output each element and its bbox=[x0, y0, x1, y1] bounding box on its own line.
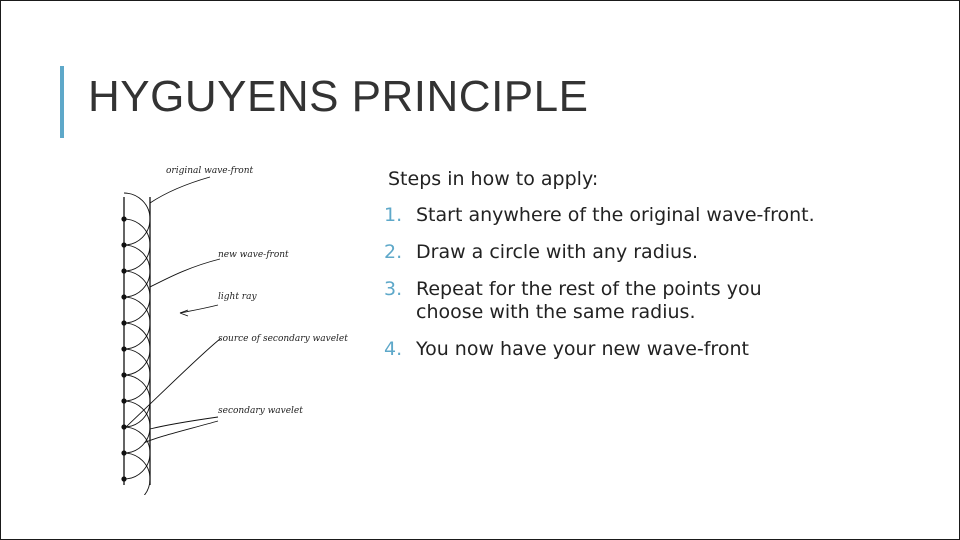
steps-list bbox=[384, 204, 824, 361]
label-secondary-wavelet: secondary wavelet bbox=[218, 406, 303, 416]
slide-title: HYGUYENS PRINCIPLE bbox=[88, 72, 589, 121]
wavelet-source-dot bbox=[121, 372, 126, 377]
step-number: 1. bbox=[384, 204, 403, 226]
step-text: Start anywhere of the original wave-front. bbox=[416, 204, 815, 226]
wavelet-arc bbox=[124, 453, 150, 495]
wavelet-source-dot bbox=[121, 424, 126, 429]
wavelet-source-dot bbox=[121, 450, 126, 455]
wavelet-source-dot bbox=[121, 476, 126, 481]
step-text: You now have your new wave-front bbox=[416, 338, 749, 360]
huygens-diagram bbox=[70, 155, 390, 495]
steps-panel bbox=[384, 166, 824, 375]
step-number: 2. bbox=[384, 241, 403, 263]
step-item bbox=[384, 204, 824, 227]
label-new-wave-front: new wave-front bbox=[218, 250, 289, 260]
wavelet-source-dot bbox=[121, 242, 126, 247]
wavelet-source-dot bbox=[121, 346, 126, 351]
steps-intro: Steps in how to apply: bbox=[388, 168, 599, 190]
step-item bbox=[384, 278, 824, 324]
wavelet-source-dot bbox=[121, 216, 126, 221]
step-item bbox=[384, 338, 824, 361]
secondary-wavelets bbox=[124, 193, 150, 495]
wavelet-source-dot bbox=[121, 294, 126, 299]
wavelet-source-dot bbox=[121, 398, 126, 403]
title-accent-bar bbox=[60, 66, 64, 138]
wavelet-source-dot bbox=[121, 268, 126, 273]
step-text: Draw a circle with any radius. bbox=[416, 241, 699, 263]
label-original-wave-front: original wave-front bbox=[166, 166, 254, 176]
wavelet-source-dot bbox=[121, 320, 126, 325]
label-source-of-secondary-wavelet: source of secondary wavelet bbox=[218, 334, 348, 344]
step-text: Repeat for the rest of the points you choose with the same radius. bbox=[416, 278, 762, 323]
step-item bbox=[384, 241, 824, 264]
label-pointers bbox=[126, 177, 220, 443]
label-light-ray: light ray bbox=[218, 292, 257, 302]
step-number: 4. bbox=[384, 338, 403, 360]
step-number: 3. bbox=[384, 278, 403, 300]
